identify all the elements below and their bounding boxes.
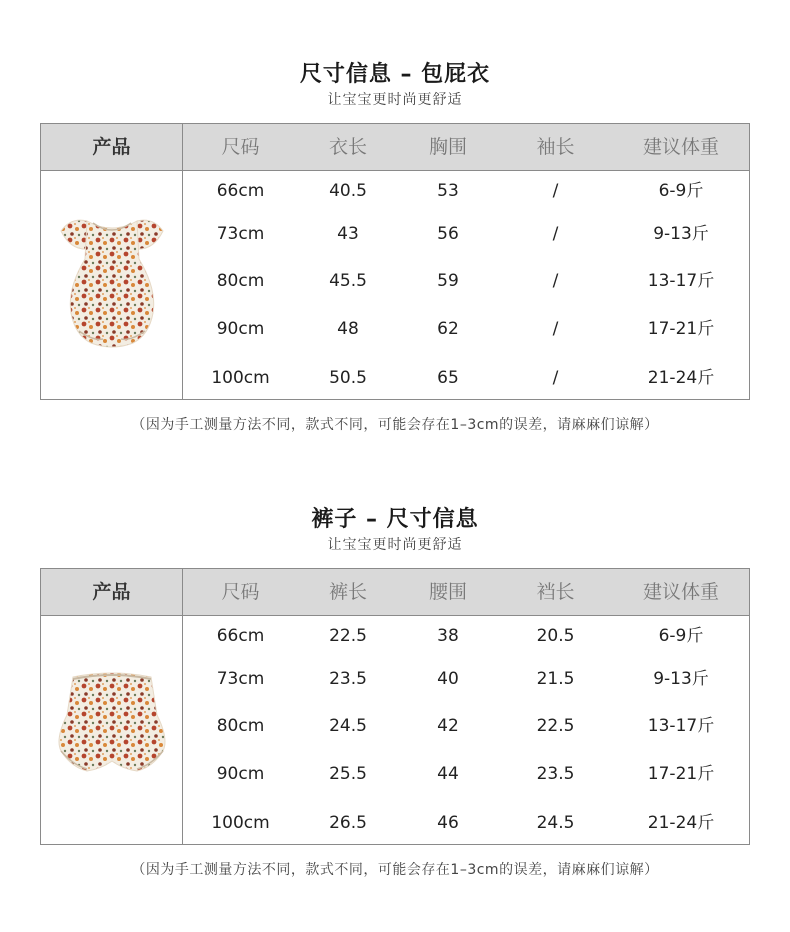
cell-chest: 62 [437, 319, 459, 339]
cell-sleeve: / [552, 368, 559, 388]
cell-weight: 21-24斤 [647, 813, 715, 833]
cell-waist: 38 [437, 626, 459, 646]
cell-crotch: 21.5 [536, 669, 575, 689]
header-weight: 建议体重 [642, 581, 719, 603]
cell-weight: 17-21斤 [647, 319, 715, 339]
table-row [41, 261, 749, 301]
cell-weight: 21-24斤 [647, 368, 715, 388]
table-row [41, 309, 749, 349]
cell-pants-length: 24.5 [329, 716, 367, 736]
table-row [41, 358, 749, 398]
shorts-size-table [40, 568, 750, 845]
cell-waist: 46 [437, 813, 459, 833]
cell-crotch: 24.5 [536, 813, 575, 833]
table-row [41, 616, 749, 656]
header-crotch: 裆长 [536, 581, 575, 603]
cell-crotch: 22.5 [536, 716, 575, 736]
header-waist: 腰围 [428, 581, 467, 603]
cell-pants-length: 23.5 [329, 669, 367, 689]
cell-size: 80cm [216, 716, 265, 736]
cell-weight: 13-17斤 [647, 271, 715, 291]
cell-chest: 56 [437, 224, 459, 244]
cell-size: 80cm [216, 271, 265, 291]
table-row [41, 214, 749, 254]
cell-sleeve: / [552, 271, 559, 291]
romper-subtitle: 让宝宝更时尚更舒适 [327, 92, 463, 108]
cell-size: 100cm [211, 368, 270, 388]
romper-size-table [40, 123, 750, 400]
cell-pants-length: 22.5 [329, 626, 367, 646]
table-row [41, 706, 749, 746]
cell-pants-length: 26.5 [329, 813, 367, 833]
cell-length: 50.5 [329, 368, 367, 388]
table-row [41, 754, 749, 794]
table-row [41, 659, 749, 699]
header-length: 衣长 [328, 136, 367, 158]
cell-waist: 42 [437, 716, 459, 736]
cell-chest: 59 [437, 271, 459, 291]
cell-weight: 9-13斤 [653, 224, 709, 244]
header-size: 尺码 [221, 136, 260, 158]
shorts-title: 裤子 – 尺寸信息 [311, 507, 479, 532]
cell-length: 43 [337, 224, 359, 244]
cell-size: 73cm [216, 669, 265, 689]
cell-size: 66cm [216, 181, 265, 201]
measurement-note: （因为手工测量方法不同，款式不同，可能会存在1–3cm的误差，请麻麻们谅解） [131, 417, 659, 433]
cell-sleeve: / [552, 181, 559, 201]
cell-size: 90cm [216, 764, 265, 784]
table-row [41, 803, 749, 843]
cell-pants-length: 25.5 [329, 764, 367, 784]
cell-weight: 6-9斤 [658, 181, 704, 201]
cell-size: 73cm [216, 224, 265, 244]
header-weight: 建议体重 [642, 136, 719, 158]
table-header [41, 569, 749, 616]
header-sleeve: 袖长 [536, 136, 575, 158]
cell-length: 48 [337, 319, 359, 339]
cell-size: 90cm [216, 319, 265, 339]
shorts-subtitle: 让宝宝更时尚更舒适 [327, 537, 463, 553]
romper-title: 尺寸信息 – 包屁衣 [299, 62, 491, 87]
cell-crotch: 20.5 [536, 626, 575, 646]
header-chest: 胸围 [428, 136, 467, 158]
cell-size: 100cm [211, 813, 270, 833]
cell-crotch: 23.5 [536, 764, 575, 784]
cell-waist: 40 [437, 669, 459, 689]
cell-length: 45.5 [329, 271, 367, 291]
table-row [41, 171, 749, 211]
cell-weight: 13-17斤 [647, 716, 715, 736]
cell-weight: 17-21斤 [647, 764, 715, 784]
cell-size: 66cm [216, 626, 265, 646]
header-pants-length: 裤长 [328, 581, 367, 603]
cell-weight: 6-9斤 [658, 626, 704, 646]
table-header [41, 124, 749, 171]
cell-length: 40.5 [329, 181, 367, 201]
cell-waist: 44 [437, 764, 459, 784]
cell-chest: 53 [437, 181, 459, 201]
cell-sleeve: / [552, 224, 559, 244]
cell-chest: 65 [437, 368, 459, 388]
header-product: 产品 [92, 136, 131, 158]
cell-sleeve: / [552, 319, 559, 339]
measurement-note: （因为手工测量方法不同，款式不同，可能会存在1–3cm的误差，请麻麻们谅解） [131, 862, 659, 878]
header-product: 产品 [92, 581, 131, 603]
header-size: 尺码 [221, 581, 260, 603]
cell-weight: 9-13斤 [653, 669, 709, 689]
